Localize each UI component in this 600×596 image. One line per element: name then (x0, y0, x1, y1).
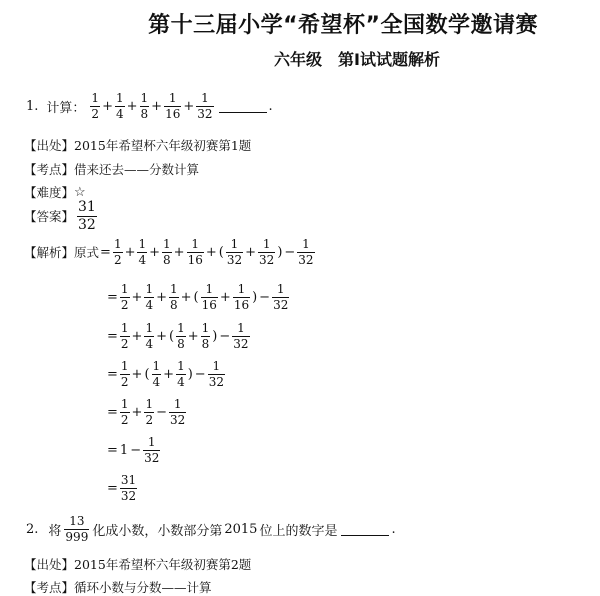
q2-point (24, 578, 212, 596)
q1-source (24, 136, 251, 154)
fraction: $\frac{1}{16}$ (165, 91, 181, 121)
source-text: 2015年希望杯六年级初赛第1题 (74, 138, 252, 153)
answer-blank (341, 523, 389, 536)
fraction: $\frac{1}{32}$ (197, 91, 213, 121)
analysis-line-5: = $\frac{1}{2}$ + $\frac{1}{2}$ − $\frac{1}{32}$ (107, 397, 186, 427)
q2-fraction: $\frac{13}{999}$ (65, 514, 89, 544)
answer-label: 【答案】 (24, 209, 75, 225)
fraction: $\frac{1}{8}$ (140, 91, 149, 121)
source-text: 2015年希望杯六年级初赛第2题 (74, 557, 252, 572)
document-title: 第十三届小学“希望杯”全国数学邀请赛 (148, 13, 538, 38)
fraction: $\frac{1}{4}$ (115, 91, 124, 121)
point-text: 循环小数与分数——计算 (74, 580, 212, 595)
star-icon: ☆ (74, 184, 86, 200)
q1-prompt: 计算： (46, 100, 86, 116)
source-label: 【出处】 (24, 138, 75, 153)
q1-answer (24, 200, 98, 232)
fraction: $\frac{1}{2}$ (91, 91, 100, 121)
document-subtitle: 六年级 第Ⅰ试试题解析 (274, 50, 440, 69)
q2-text-b: 化成小数，小数部分第 (92, 523, 223, 539)
answer-fraction: $\frac{31}{32}$ (78, 199, 96, 233)
q2-text-a: 将 (48, 523, 62, 539)
q2-text-c: 位上的数字是 (259, 523, 338, 539)
analysis-line-4: = $\frac{1}{2}$ + ( $\frac{1}{4}$ + $\frac{1}{4}$ ) − $\frac{1}{32}$ (107, 359, 224, 389)
answer-blank (219, 100, 267, 113)
q1-number: 1. (26, 98, 39, 114)
q2-source (24, 555, 251, 573)
q2-number: 2. (26, 521, 39, 537)
analysis-line-2: = $\frac{1}{2}$ + $\frac{1}{4}$ + $\frac{1}{8}$ + ( $\frac{1}{16}$ + $\frac{1}{16}$ ) − $\frac{1}{32}$ (107, 282, 289, 312)
analysis-prefix: 原式 (74, 245, 100, 261)
point-text: 借来还去——分数计算 (74, 162, 200, 177)
point-label: 【考点】 (24, 162, 75, 177)
difficulty-label: 【难度】 (24, 185, 75, 200)
q1-difficulty (24, 183, 86, 201)
analysis-line-6: = 1 − $\frac{1}{32}$ (107, 435, 160, 465)
q2-year: 2015 (224, 521, 258, 537)
analysis-line-1: 【解析】 原式 = $\frac{1}{2}$ + $\frac{1}{4}$ + $\frac{1}{8}$ + $\frac{1}{16}$ + ( $\frac{1}{32}$ + $\frac{1}{32}$ ) − $\frac{1}{32}$ (24, 237, 314, 267)
source-label: 【出处】 (24, 557, 75, 572)
analysis-label: 【解析】 (24, 245, 75, 261)
q2-line: 2. 将 $\frac{13}{999}$ 化成小数，小数部分第 2015 位上的数字是 . (26, 514, 396, 544)
analysis-line-7: = $\frac{31}{32}$ (107, 473, 137, 503)
q1-point (24, 160, 199, 178)
q1-line: 1. 计算： $\frac{1}{2}$ + $\frac{1}{4}$ + $\frac{1}{8}$ + $\frac{1}{16}$ + $\frac{1}{32}$ . (26, 91, 273, 121)
analysis-line-3: = $\frac{1}{2}$ + $\frac{1}{4}$ + ( $\frac{1}{8}$ + $\frac{1}{8}$ ) − $\frac{1}{32}$ (107, 321, 249, 351)
point-label: 【考点】 (24, 580, 75, 595)
